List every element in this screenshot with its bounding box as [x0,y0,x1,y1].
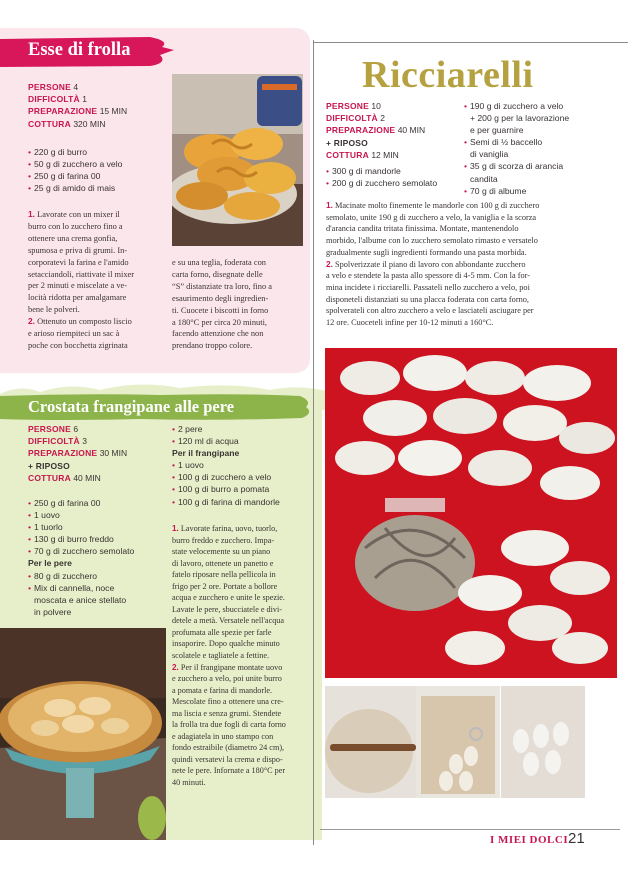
crostata-steps [172,523,308,789]
step-line: Ottenuto un composto liscio [37,317,132,327]
meta-label: + RIPOSO [28,460,70,471]
ingredient: • 2 pere [172,423,317,435]
meta-value: 320 MIN [73,118,106,129]
step-line: scolatele e tagliatele a fettine. [172,651,270,661]
esse-title: Esse di frolla [28,40,131,60]
ricciarelli-photo [325,348,617,678]
meta-label: + RIPOSO [326,137,368,148]
step-line: detele a metà. Versatele nell'acqua [172,616,285,626]
ingredient: • 70 g di albume [464,185,614,197]
page-number: 21 [568,830,585,847]
step-number: 1. [326,200,333,210]
meta-value: 1 [82,94,87,105]
step-line: d'arancia candita tritata finissima. Montate, mantenendolo [326,224,519,234]
ricciarelli-steps [326,200,616,329]
step-line: burro con lo zucchero fino a [28,221,123,231]
step-line: gradualmente sugli ingredienti formando una pasta morbida. [326,247,527,257]
ingredient-heading: Per il frangipane [172,448,240,459]
step-photo-1 [325,686,417,798]
step-line: “S” distanziate tra loro, fino a [172,281,272,291]
meta-value: 3 [82,436,87,447]
step-number: 1. [172,524,179,533]
crostata-meta [28,423,127,484]
step-number: 2. [172,662,179,672]
meta-label: DIFFICOLTÀ [28,436,80,447]
esse-meta [28,81,127,130]
step-line: per 2 minuti e miscelate a ve- [28,281,128,291]
step-line: corporatevi la farina e l'amido [28,257,129,267]
meta-label: PREPARAZIONE [28,106,98,117]
step-line: ti. Cuocete i biscotti in forno [172,305,269,315]
step-line: spumosa e priva di grumi. In- [28,245,128,255]
step-line: carta forno, disegnate delle [172,269,263,279]
step-line: setacciandoli, riattivate il mixer [28,269,135,279]
ingredient: • 100 g di farina di mandorle [172,496,317,508]
step-line: ma liscia e senza grumi. Stendete [172,708,282,718]
step-line: mina incidete i ricciarelli. Passateli nello zucchero a velo, poi [326,282,530,292]
step-line: insaporire. Dopo qualche minuto [172,639,280,649]
meta-label: DIFFICOLTÀ [28,94,80,105]
meta-value: 4 [73,82,79,92]
step-line: a 180°C per circa 20 minuti, [172,317,267,327]
step-line: esaurimento degli ingredien- [172,293,269,303]
step-line: la frolla tra due fogli di carta forno [172,720,286,730]
column-divider [313,40,314,845]
step-line: poche con bocchetta zigrinata [28,340,128,350]
esse-steps-right [172,257,306,352]
ingredient: • 250 g di farina 00 [28,497,168,509]
esse-ingredients [28,146,168,194]
meta-label: COTTURA [28,118,71,129]
step-line: di lavoro, ottenete un panetto e [172,558,274,568]
ingredient-cont: e per guarnire [470,125,524,136]
meta-label: DIFFICOLTÀ [326,113,378,124]
crostata-ingredients-left [28,497,168,618]
ingredient: • 190 g di zucchero a velo [464,100,614,112]
step-line: ottenere una crema gonfia, [28,233,118,243]
step-number: 2. [28,316,35,327]
meta-value: 12 MIN [371,149,399,160]
step-line: prendano troppo colore. [172,341,253,351]
ingredient: • 1 tuorlo [28,521,168,533]
crostata-ingredients-right [172,423,317,508]
meta-label: PERSONE [28,424,71,434]
ingredient: • 100 g di burro a pomata [172,483,317,495]
step-line: 12 ore. Cuoceteli infine per 10-12 minuti a 160°C. [326,318,494,328]
ingredient: • 1 uovo [28,509,168,521]
step-photo-3 [501,686,585,798]
step-number: 2. [326,258,333,269]
meta-value: 40 MIN [397,125,426,136]
ingredient-heading: Per le pere [28,558,72,569]
ingredient: • 200 g di zucchero semolato [326,177,466,189]
meta-value: 40 MIN [73,472,101,483]
step-line: Spolverizzate il piano di lavoro con abbondante zucchero [335,259,526,269]
step-line: a velo e stendete la pasta allo spessore di 4-5 mm. Con la for- [326,271,530,281]
step-line: quindi versatevi la crema e dispo- [172,754,283,764]
step-line: fatelo riposare nella pellicola in [172,570,276,580]
ingredient: • 35 g di scorza di arancia [464,160,614,172]
meta-label: COTTURA [326,149,369,160]
ingredient: • 100 g di zucchero a velo [172,471,317,483]
step-line: Macinate molto finemente le mandorle con 100 g di zucchero [335,201,540,210]
ingredient: • 250 g di farina 00 [28,170,168,182]
step-line: e adagiatela in uno stampo con [172,731,274,741]
step-line: nete le pere. Infornate a 180°C per [172,766,286,776]
crostata-title: Crostata frangipane alle pere [28,397,235,416]
ingredient-cont: + 200 g per la lavorazione [470,113,570,124]
meta-label: PERSONE [28,82,71,92]
crostata-photo [0,628,166,840]
ingredient: • 80 g di zucchero [28,570,168,582]
step-line: Lavorate con un mixer il [37,210,120,219]
ricciarelli-ingredients-right [464,100,614,197]
meta-label: PERSONE [326,101,369,111]
step-line: Per il frangipane montate uovo [180,662,283,672]
esse-steps-left [28,209,162,352]
footer-magazine: I MIEI DOLCI [490,834,569,846]
step-line: spolverateli con altro zucchero a velo e lasciateli asciugare per [326,306,534,316]
step-line: Lavate le pere, sbucciatele e divi- [172,604,283,614]
ingredient: • 120 ml di acqua [172,435,317,447]
step-line: bene le polveri. [28,305,80,315]
meta-value: 30 MIN [99,448,128,459]
step-number: 1. [28,209,35,219]
step-line: burro freddo e zucchero. Impa- [172,535,275,545]
meta-value: 6 [73,424,79,434]
step-line: e zucchero a velo, poi unite burro [172,674,282,684]
ingredient: • 1 uovo [172,459,317,471]
ricciarelli-title: Ricciarelli [362,54,534,96]
ricciarelli-ingredients-left [326,165,466,189]
meta-value: 2 [380,113,385,124]
meta-value: 15 MIN [99,106,128,117]
step-line: locità ridotta per amalgamare [28,293,127,303]
meta-label: PREPARAZIONE [326,125,396,136]
ingredient: • Mix di cannella, noce [28,582,168,594]
ingredient: • 130 g di burro freddo [28,533,168,545]
meta-value: 10 [371,101,381,111]
ingredient: • 50 g di zucchero a velo [28,158,168,170]
step-line: a pomata e farina di mandorle. [172,685,273,695]
step-line: disponeteli distanziati su una placca foderata con carta forno, [326,294,529,304]
step-line: acqua e zucchero e unite le spezie. [172,593,285,603]
ingredient-cont: moscata e anice stellato [34,594,127,605]
step-line: e su una teglia, foderata con [172,258,266,267]
esse-photo [172,74,303,246]
ingredient: • 220 g di burro [28,146,168,158]
meta-label: COTTURA [28,472,71,483]
step-line: semolato, unite 190 g di zucchero a velo, la vaniglia e la scorza [326,212,537,222]
step-line: state velocemente su un piano [172,547,271,557]
ingredient: • 300 g di mandorle [326,165,466,177]
ingredient: • 25 g di amido di mais [28,182,168,194]
top-rule [313,42,628,43]
step-line: frigo per 2 ore. Portate a bollore [172,581,278,591]
ingredient-cont: di vaniglia [470,149,509,160]
step-line: Mescolate fino a ottenere una cre- [172,697,284,707]
step-line: fondo estraibile (diametro 24 cm), [172,743,285,753]
ingredient-cont: candita [470,173,498,184]
step-line: e arioso riempiteci un sac à [28,329,120,339]
step-line: morbido, l'albume con lo zucchero semolato rimasto e versatelo [326,236,538,246]
ingredient: • 70 g di zucchero semolato [28,545,168,557]
step-line: facendo attenzione che non [172,329,264,339]
step-line: 40 minuti. [172,778,206,788]
ingredient-cont: in polvere [34,606,72,617]
step-line: profumata alle spezie per farle [172,627,272,637]
step-line: Lavorate farina, uovo, tuorlo, [180,524,278,533]
meta-label: PREPARAZIONE [28,448,98,459]
ingredient: • Semi di ½ baccello [464,136,614,148]
step-photo-2 [416,686,500,798]
ricciarelli-meta [326,100,425,161]
